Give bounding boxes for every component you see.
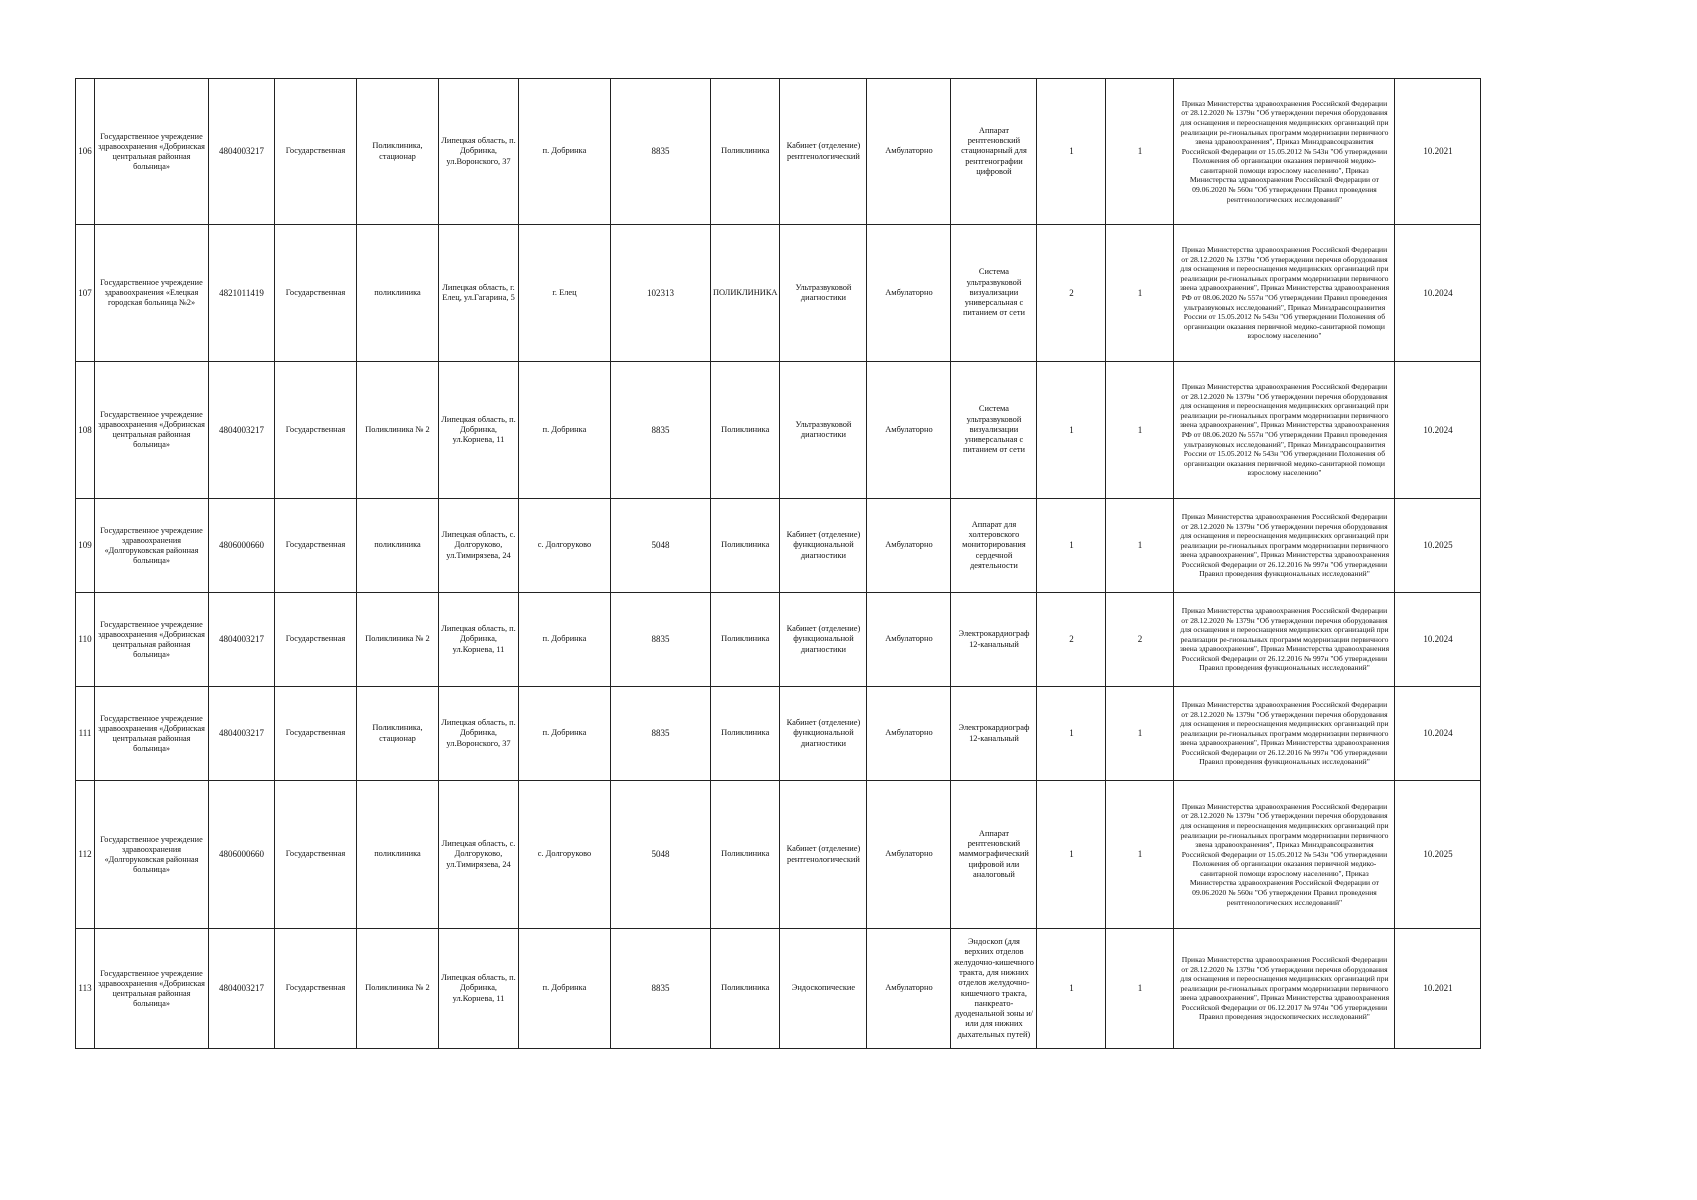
organization-name: Государственное учреждение здравоохранения «Добринская центральная районная больница» bbox=[95, 929, 209, 1049]
quantity-required: 2 bbox=[1037, 593, 1106, 687]
legal-basis: Приказ Министерства здравоохранения Российской Федерации от 28.12.2020 № 1379н "Об утверждении перечня оборудования для оснащения и переоснащения медицинских организаций при реализации ре-гиональных программ модернизации первичного звена здравоохранения", Приказ Министерства здравоохранения Российской Федерации от 26.12.2016 № 997н "Об утверждении Правил проведения функциональных исследований" bbox=[1174, 499, 1395, 593]
quantity-planned: 1 bbox=[1106, 225, 1174, 362]
address: Липецкая область, с. Долгоруково, ул.Тимирязева, 24 bbox=[439, 499, 519, 593]
inn-code: 4804003217 bbox=[209, 79, 275, 225]
structural-unit: поликлиника bbox=[357, 225, 439, 362]
row-number: 106 bbox=[76, 79, 95, 225]
row-number: 110 bbox=[76, 593, 95, 687]
facility-type: ПОЛИКЛИНИКА bbox=[711, 225, 780, 362]
structural-unit: Поликлиника № 2 bbox=[357, 362, 439, 499]
inn-code: 4821011419 bbox=[209, 225, 275, 362]
facility-type: Поликлиника bbox=[711, 362, 780, 499]
row-number: 107 bbox=[76, 225, 95, 362]
legal-basis: Приказ Министерства здравоохранения Российской Федерации от 28.12.2020 № 1379н "Об утверждении перечня оборудования для оснащения и переоснащения медицинских организаций при реализации ре-гиональных программ модернизации первичного звена здравоохранения", Приказ Министерства здравоохранения Российской Федерации от 26.12.2016 № 997н "Об утверждении Правил проведения функциональных исследований" bbox=[1174, 593, 1395, 687]
equipment-name: Аппарат рентгеновский маммографический цифровой или аналоговый bbox=[951, 781, 1037, 929]
inn-code: 4804003217 bbox=[209, 593, 275, 687]
quantity-planned: 1 bbox=[1106, 499, 1174, 593]
population: 8835 bbox=[611, 362, 711, 499]
quantity-planned: 1 bbox=[1106, 362, 1174, 499]
facility-type: Поликлиника bbox=[711, 499, 780, 593]
row-number: 108 bbox=[76, 362, 95, 499]
quantity-planned: 1 bbox=[1106, 781, 1174, 929]
equipment-name: Электрокардиограф 12-канальный bbox=[951, 593, 1037, 687]
organization-name: Государственное учреждение здравоохранения «Долгоруковская районная больница» bbox=[95, 499, 209, 593]
quantity-required: 1 bbox=[1037, 362, 1106, 499]
quantity-required: 1 bbox=[1037, 781, 1106, 929]
quantity-required: 2 bbox=[1037, 225, 1106, 362]
facility-type: Поликлиника bbox=[711, 929, 780, 1049]
delivery-date: 10.2024 bbox=[1395, 593, 1481, 687]
locality: п. Добринка bbox=[519, 593, 611, 687]
care-conditions: Амбулаторно bbox=[867, 929, 951, 1049]
care-conditions: Амбулаторно bbox=[867, 593, 951, 687]
address: Липецкая область, п. Добринка, ул.Воронского, 37 bbox=[439, 79, 519, 225]
quantity-planned: 2 bbox=[1106, 593, 1174, 687]
population: 5048 bbox=[611, 499, 711, 593]
inn-code: 4804003217 bbox=[209, 687, 275, 781]
table-row bbox=[76, 499, 1481, 593]
department: Ультразвуковой диагностики bbox=[780, 225, 867, 362]
quantity-required: 1 bbox=[1037, 929, 1106, 1049]
ownership-form: Государственная bbox=[275, 593, 357, 687]
ownership-form: Государственная bbox=[275, 929, 357, 1049]
table-row bbox=[76, 225, 1481, 362]
equipment-name: Электрокардиограф 12-канальный bbox=[951, 687, 1037, 781]
legal-basis: Приказ Министерства здравоохранения Российской Федерации от 28.12.2020 № 1379н "Об утверждении перечня оборудования для оснащения и переоснащения медицинских организаций при реализации ре-гиональных программ модернизации первичного звена здравоохранения", Приказ Минздравсоцразвития Российской Федерации от 15.05.2012 № 543н "Об утверждении Положения об организации оказания первичной медико-санитарной помощи взрослому населению", Приказ Министерства здравоохранения Российской Федерации от 09.06.2020 № 560н "Об утверждении Правил проведения рентгенологических исследований" bbox=[1174, 79, 1395, 225]
locality: п. Добринка bbox=[519, 79, 611, 225]
table-row bbox=[76, 362, 1481, 499]
organization-name: Государственное учреждение здравоохранения «Долгоруковская районная больница» bbox=[95, 781, 209, 929]
inn-code: 4804003217 bbox=[209, 362, 275, 499]
department: Кабинет (отделение) функциональной диагностики bbox=[780, 499, 867, 593]
facility-type: Поликлиника bbox=[711, 79, 780, 225]
address: Липецкая область, п. Добринка, ул.Корнева, 11 bbox=[439, 362, 519, 499]
equipment-table bbox=[75, 78, 1481, 1049]
row-number: 112 bbox=[76, 781, 95, 929]
structural-unit: Поликлиника, стационар bbox=[357, 79, 439, 225]
locality: п. Добринка bbox=[519, 929, 611, 1049]
facility-type: Поликлиника bbox=[711, 593, 780, 687]
ownership-form: Государственная bbox=[275, 362, 357, 499]
organization-name: Государственное учреждение здравоохранения «Добринская центральная районная больница» bbox=[95, 687, 209, 781]
legal-basis: Приказ Министерства здравоохранения Российской Федерации от 28.12.2020 № 1379н "Об утверждении перечня оборудования для оснащения и переоснащения медицинских организаций при реализации ре-гиональных программ модернизации первичного звена здравоохранения", Приказ Министерства здравоохранения Российской Федерации от 26.12.2016 № 997н "Об утверждении Правил проведения функциональных исследований" bbox=[1174, 687, 1395, 781]
table-row bbox=[76, 593, 1481, 687]
ownership-form: Государственная bbox=[275, 499, 357, 593]
ownership-form: Государственная bbox=[275, 225, 357, 362]
table-row bbox=[76, 781, 1481, 929]
delivery-date: 10.2024 bbox=[1395, 687, 1481, 781]
locality: п. Добринка bbox=[519, 362, 611, 499]
organization-name: Государственное учреждение здравоохранения «Добринская центральная районная больница» bbox=[95, 362, 209, 499]
care-conditions: Амбулаторно bbox=[867, 362, 951, 499]
table-row bbox=[76, 929, 1481, 1049]
equipment-name: Эндоскоп (для верхних отделов желудочно-кишечного тракта, для нижних отделов желудочно-кишечного тракта, панкреато-дуоденальной зоны и/или для нижних дыхательных путей) bbox=[951, 929, 1037, 1049]
department: Кабинет (отделение) рентгенологический bbox=[780, 79, 867, 225]
address: Липецкая область, п. Добринка, ул.Корнева, 11 bbox=[439, 929, 519, 1049]
quantity-required: 1 bbox=[1037, 499, 1106, 593]
inn-code: 4806000660 bbox=[209, 499, 275, 593]
structural-unit: Поликлиника № 2 bbox=[357, 929, 439, 1049]
table-row bbox=[76, 79, 1481, 225]
equipment-name: Система ультразвуковой визуализации универсальная с питанием от сети bbox=[951, 362, 1037, 499]
care-conditions: Амбулаторно bbox=[867, 781, 951, 929]
table-row bbox=[76, 687, 1481, 781]
care-conditions: Амбулаторно bbox=[867, 79, 951, 225]
delivery-date: 10.2025 bbox=[1395, 781, 1481, 929]
structural-unit: поликлиника bbox=[357, 499, 439, 593]
quantity-planned: 1 bbox=[1106, 929, 1174, 1049]
legal-basis: Приказ Министерства здравоохранения Российской Федерации от 28.12.2020 № 1379н "Об утверждении перечня оборудования для оснащения и переоснащения медицинских организаций при реализации ре-гиональных программ модернизации первичного звена здравоохранения", Приказ Министерства здравоохранения Российской Федерации от 06.12.2017 № 974н "Об утверждении Правил проведения эндоскопических исследований" bbox=[1174, 929, 1395, 1049]
quantity-planned: 1 bbox=[1106, 687, 1174, 781]
delivery-date: 10.2025 bbox=[1395, 499, 1481, 593]
delivery-date: 10.2021 bbox=[1395, 929, 1481, 1049]
population: 8835 bbox=[611, 593, 711, 687]
population: 8835 bbox=[611, 929, 711, 1049]
structural-unit: Поликлиника № 2 bbox=[357, 593, 439, 687]
quantity-required: 1 bbox=[1037, 687, 1106, 781]
address: Липецкая область, г. Елец, ул.Гагарина, 5 bbox=[439, 225, 519, 362]
care-conditions: Амбулаторно bbox=[867, 225, 951, 362]
population: 102313 bbox=[611, 225, 711, 362]
delivery-date: 10.2021 bbox=[1395, 79, 1481, 225]
legal-basis: Приказ Министерства здравоохранения Российской Федерации от 28.12.2020 № 1379н "Об утверждении перечня оборудования для оснащения и переоснащения медицинских организаций при реализации ре-гиональных программ модернизации первичного звена здравоохранения", Приказ Министерства здравоохранения РФ от 08.06.2020 № 557н "Об утверждении Правил проведения ультразвуковых исследований", Приказ Минздравсоцразвития России от 15.05.2012 № 543н "Об утверждении Положения об организации оказания первичной медико-санитарной помощи взрослому населению" bbox=[1174, 225, 1395, 362]
population: 5048 bbox=[611, 781, 711, 929]
legal-basis: Приказ Министерства здравоохранения Российской Федерации от 28.12.2020 № 1379н "Об утверждении перечня оборудования для оснащения и переоснащения медицинских организаций при реализации ре-гиональных программ модернизации первичного звена здравоохранения", Приказ Минздравсоцразвития Российской Федерации от 15.05.2012 № 543н "Об утверждении Положения об организации оказания первичной медико-санитарной помощи взрослому населению", Приказ Министерства здравоохранения Российской Федерации от 09.06.2020 № 560н "Об утверждении Правил проведения рентгенологических исследований" bbox=[1174, 781, 1395, 929]
ownership-form: Государственная bbox=[275, 79, 357, 225]
organization-name: Государственное учреждение здравоохранения «Добринская центральная районная больница» bbox=[95, 79, 209, 225]
population: 8835 bbox=[611, 687, 711, 781]
ownership-form: Государственная bbox=[275, 687, 357, 781]
address: Липецкая область, п. Добринка, ул.Корнева, 11 bbox=[439, 593, 519, 687]
inn-code: 4806000660 bbox=[209, 781, 275, 929]
locality: г. Елец bbox=[519, 225, 611, 362]
facility-type: Поликлиника bbox=[711, 781, 780, 929]
delivery-date: 10.2024 bbox=[1395, 362, 1481, 499]
address: Липецкая область, п. Добринка, ул.Воронского, 37 bbox=[439, 687, 519, 781]
locality: с. Долгоруково bbox=[519, 499, 611, 593]
legal-basis: Приказ Министерства здравоохранения Российской Федерации от 28.12.2020 № 1379н "Об утверждении перечня оборудования для оснащения и переоснащения медицинских организаций при реализации ре-гиональных программ модернизации первичного звена здравоохранения", Приказ Министерства здравоохранения РФ от 08.06.2020 № 557н "Об утверждении Правил проведения ультразвуковых исследований", Приказ Минздравсоцразвития России от 15.05.2012 № 543н "Об утверждении Положения об организации оказания первичной медико-санитарной помощи взрослому населению" bbox=[1174, 362, 1395, 499]
department: Ультразвуковой диагностики bbox=[780, 362, 867, 499]
equipment-name: Аппарат для холтеровского мониторирования сердечной деятельности bbox=[951, 499, 1037, 593]
ownership-form: Государственная bbox=[275, 781, 357, 929]
equipment-table-container bbox=[75, 78, 1481, 1049]
organization-name: Государственное учреждение здравоохранения «Добринская центральная районная больница» bbox=[95, 593, 209, 687]
department: Кабинет (отделение) функциональной диагностики bbox=[780, 687, 867, 781]
row-number: 113 bbox=[76, 929, 95, 1049]
department: Кабинет (отделение) функциональной диагностики bbox=[780, 593, 867, 687]
address: Липецкая область, с. Долгоруково, ул.Тимирязева, 24 bbox=[439, 781, 519, 929]
facility-type: Поликлиника bbox=[711, 687, 780, 781]
quantity-required: 1 bbox=[1037, 79, 1106, 225]
locality: с. Долгоруково bbox=[519, 781, 611, 929]
care-conditions: Амбулаторно bbox=[867, 687, 951, 781]
inn-code: 4804003217 bbox=[209, 929, 275, 1049]
department: Эндоскопические bbox=[780, 929, 867, 1049]
row-number: 109 bbox=[76, 499, 95, 593]
delivery-date: 10.2024 bbox=[1395, 225, 1481, 362]
care-conditions: Амбулаторно bbox=[867, 499, 951, 593]
locality: п. Добринка bbox=[519, 687, 611, 781]
structural-unit: Поликлиника, стационар bbox=[357, 687, 439, 781]
quantity-planned: 1 bbox=[1106, 79, 1174, 225]
organization-name: Государственное учреждение здравоохранения «Елецкая городская больница №2» bbox=[95, 225, 209, 362]
structural-unit: поликлиника bbox=[357, 781, 439, 929]
equipment-name: Аппарат рентгеновский стационарный для рентгенографии цифровой bbox=[951, 79, 1037, 225]
population: 8835 bbox=[611, 79, 711, 225]
department: Кабинет (отделение) рентгенологический bbox=[780, 781, 867, 929]
equipment-name: Система ультразвуковой визуализации универсальная с питанием от сети bbox=[951, 225, 1037, 362]
row-number: 111 bbox=[76, 687, 95, 781]
